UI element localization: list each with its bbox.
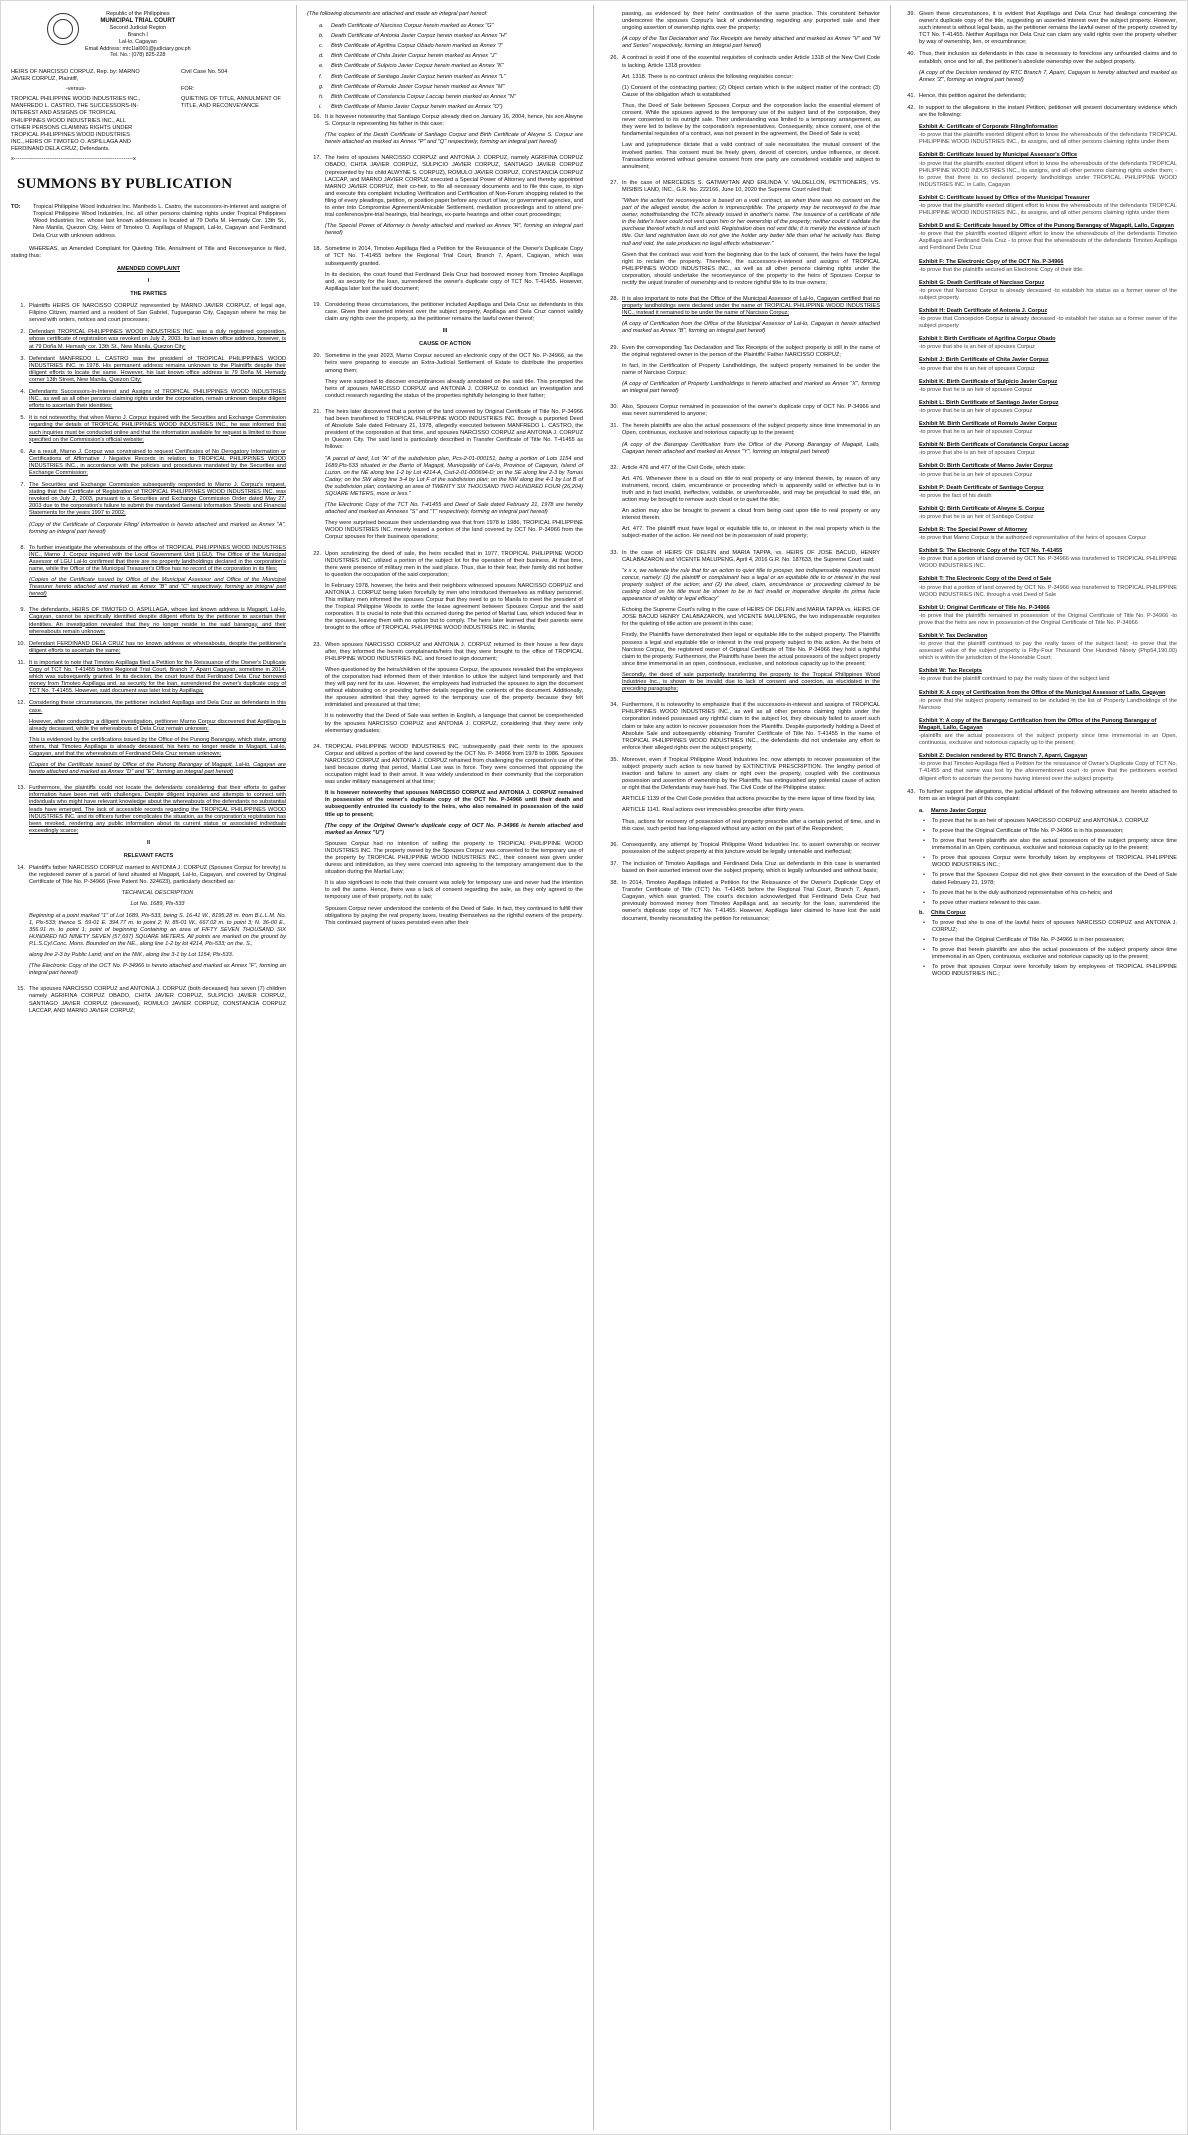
attached-documents-intro: (The following documents are attached and made an integral part hereof: [307, 11, 488, 17]
column-2 [297, 5, 593, 2130]
witness-purpose-item [901, 890, 1177, 897]
annex-item [307, 53, 583, 60]
annex-text: Birth Certificate of Romulo Javier Corpuz herein marked as Annex "M" [331, 83, 505, 90]
annex-letter: b. [319, 33, 324, 40]
annex-text: Birth Certificate of Sulpicio Javier Corpuz herein marked as Annex "K" [331, 63, 504, 70]
exhibit-purpose: -to prove that a portion of land covered by OCT No. P-34966 was transferred to TROPICAL PHILIPPINE WOOD INDUSTRIES INC. through a void Deed of Sale [919, 584, 1177, 598]
witness-purpose-text: To prove that she is one of the lawful heirs of spouses NARCISSO CORPUZ and ANTONIA J. CORPUZ; [932, 919, 1177, 933]
annex-text: Birth Certificate of Santiago Javier Corpuz herein marked as Annex "L" [331, 73, 506, 80]
paragraph-8: 8. To further investigate the whereabouts of the office of TROPICAL PHILIPPINES WOOD INDUSTRIES INC., Marno J. Corpuz inquired with the Local Government Unit (LGU). The Office of the Municipal Assessor of LGU Lal-lo confirmed that there are no property landholdings declared in the corporation's name, while the Office of the Municipal Treasurer's Office has no record of the corporation in its files; (Copies of the Certificate issued by Office of the Municipal Assessor and Office of the Municipal Treasurer hereto attached and marked as Annex "B" and "C" respectively, forming an integral part hereof) [20, 544, 286, 598]
paragraph-1: 1. Plaintiffs HEIRS OF NARCISSO CORPUZ represented by MARNO JAVIER CORPUZ, of legal age, Filipino Citizen, married and a resident of San Gabriel, Tuguegarao City, Cagayan where he may be served with orders, notices and court processes; [20, 303, 286, 324]
exhibit-purpose: -to prove that the subject property remained to be included in the list of Property Landholdings of the Narcisso [919, 697, 1177, 711]
annex-text: Birth Certificate of Agrifina Corpuz Obado herein marked as Annex "I" [331, 43, 503, 50]
witness-a-list [901, 818, 1177, 907]
annex-letter: d. [319, 53, 324, 60]
exhibit-purpose: -to prove that he is an heir of Santiago Corpuz [919, 513, 1034, 520]
paragraph-11: 11. It is important to note that Timoteo Aspillaga filed a Petition for the Reissuance of the Owner's Duplicate Copy of TCT No. T-41455 before Regional Trial Court, Branch 7, Aparri Cagayan, sometime in 2014, which was subsequently granted. In its decision, the court found that Ferdinand Dela Cruz borrowed money from Timoteo Aspillaga and, as security for the loan, surrendered the owner's duplicate copy of TCT No. T-41455. However, said document was later lost by Aspillaga; [17, 659, 286, 695]
annex-item [307, 23, 583, 30]
exhibit-purpose: -to prove that she is an heir of spouses Corpuz [919, 344, 1035, 351]
paragraph-7: 7. The Securities and Exchange Commission subsequently responded to Marno J. Corpuz's request, stating that the Certificate of Registration of TROPICAL PHILIPPINES WOOD INDUSTRIES INC. was revoked on July 2, 2003, pursuant to a Securities and Exchange Commission Order dated May 27, 2003 due to the corporation's failure to submit the mandated General Information Sheets and Financial Statements for the years 1997 to 2002; (Copy of the Certificate of Corporate Filing/ Information is hereto attached and marked as Annex "A", forming an integral part hereof) [20, 482, 286, 535]
exhibit-purpose: -to prove that the plaintiffs exerted diligent effort to know the whereabouts of the defendants TROPICAL PHILIPPINE WOOD INDUSTRIES INC., its assigns, and all other persons claiming rights under them [919, 132, 1177, 146]
annex-item [307, 104, 583, 111]
exhibit-purpose: -to prove that the plaintiff continued to pay the realty taxes of the subject land; -to prove that the assessed value of the subject property is Fifty-Four Thousand One Hundred Ninety (Php54,190.00) which is within the jurisdiction of the Honorable Court; [919, 641, 1177, 662]
email-line: Email Address: mtc1lal001@judiciary.gov.ph [85, 45, 191, 52]
paragraph-41: 41. Hence, this petition against the defendants; [907, 92, 1027, 99]
exhibit-heading: Exhibit T: The Electronic Copy of the Deed of Sale [919, 576, 1052, 583]
exhibit-item [901, 195, 1177, 217]
paragraph-38: 38. In 2014, Timoteo Aspillaga initiated a Petition for the Reissuance of the Owner's Duplicate Copy of Transfer Certificate of Title (TCT) No. T-41455 before the Regional Trial Court, Branch 7, Aparri, Cagayan, which was granted. The court's decision acknowledged that Ferdinand Dela Cruz had previously borrowed money from Timoteo Aspillaga and, as security for the loan, surrendered the owner's duplicate copy of TCT No. T-41455. However, Aspillaga later claimed to have lost the said document, thereby necessitating the petition for reissuance; [610, 880, 880, 922]
exhibit-item [901, 152, 1177, 188]
section-2-number: II [146, 839, 151, 846]
section-1-number: I [147, 277, 150, 284]
annex-item [307, 43, 583, 50]
exhibit-purpose: -to prove that the plaintiffs exerted diligent effort to know the whereabouts of the defendants TROPICAL PHILIPPINE WOOD INDUSTRIES INC., its assigns, and all other persons claiming rights under them [919, 202, 1177, 217]
exhibit-purpose: -to prove that Timoteo Aspillaga filed a Petition for the reissuance of Owner's Duplicate Copy of TCT No. T-41455 and that same was lost by the aforementioned court -to prove that the petitioners exerted diligent effort to ascertain the persons having interest over the subject property. [919, 761, 1177, 782]
exhibit-heading: Exhibit Z: Decision rendered by RTC Branch 7, Aparri, Cagayan [919, 753, 1088, 760]
case-caption-mid [11, 86, 286, 93]
caption-divider: x----------------------------------------------------------------x [11, 156, 136, 163]
witness-purpose-text: To prove that he is the duly authorized representative of his co-heirs; and [932, 889, 1113, 896]
paragraph-18: 18. Sometime in 2014, Timoteo Aspillaga filed a Petition for the Reissuance of the Owner's Duplicate Copy of TCT No. T-41455 before the Regional Trial Court, Branch 7, Aparri, Cagayan, which was subsequently granted. In its decision, the court found that Ferdinand Dela Cruz had borrowed money from Timoteo Aspillaga and, as security for the loan, surrendered the owner's duplicate copy of TCT No. T-41455. However, Aspillaga later lost the said document; [313, 246, 583, 292]
exhibit-item [901, 718, 1177, 747]
exhibit-item [901, 605, 1177, 627]
defendants-names: TROPICAL PHILIPPINE WOOD INDUSTRIES INC., MANFREDO L. CASTRO, THE SUCCESSORS-IN-INTEREST AND ASSIGNS OF TROPICAL PHILIPPINES WOOD INDUSTRIES INC., ALL OTHER PERSONS CLAIMING RIGHTS UNDER TROPICAL PHILIPPINES WOOD INDUSTRIES INC., HEIRS OF TIMOTEO O. ASPILLAGA AND FERDINAND DELA CRUZ, Defendants. [11, 96, 141, 152]
amended-complaint-heading: AMENDED COMPLAINT [116, 265, 181, 272]
paragraph-34: 34. Furthermore, it is noteworthy to emphasize that if the successors-in-interest and assigns of TROPICAL PHILIPPINES WOOD INDUSTRIES INC., as well as all other persons claiming rights under the corporation indeed possessed any rightful claim to the subject lot, they obviously failed to assert such claim or take any action to recover possession from the Plaintiffs. Despite purportedly holding a Deed of Absolute Sale and subsequently obtaining Transfer Certificate of Title No. T-41455 in the name of TROPICAL PHILIPPINES WOOD INDUSTRIES INC., the defendants did not undertake any effort to enforce their alleged rights over the subject property; [610, 702, 880, 751]
annex-text: Birth Certificate of Constancia Corpuz Laccap herein marked as Annex "N" [331, 93, 516, 100]
exhibit-item [901, 506, 1177, 521]
exhibit-heading: Exhibit M: Birth Certificate of Romulo Javier Corpuz [919, 421, 1057, 428]
paragraph-37: 37. The inclusion of Timoteo Aspillaga and Ferdinand Dela Cruz as defendants in this case is warranted based on their asserted interest over the subject property, which is legally unfounded and without basis; [610, 860, 880, 874]
exhibit-purpose: -to prove that the plaintiffs exerted diligent effort to know the whereabouts of the defendants Timoteo Aspillaga and Ferdinand Dela Cruz - to prove that the whereabouts of the defendants Timoteo Aspillaga and Ferdinand Dela Cruz [919, 231, 1177, 252]
exhibit-heading: Exhibit D and E: Certificate Issued by Office of the Punong Barangay of Magapit, Lallo, Cagayan [919, 223, 1174, 230]
paragraph-22: 22. Upon scrutinizing the deed of sale, the heirs recalled that in 1977, TROPICAL PHILIPPINE WOOD INDUSTRIES INC. utilized a portion of the subject lot for the operation of their business. At that time, there were presence of military men in the said place. Thus, due to their fear, their family did not bother to question the occupation of the said corporation; In February 1978, however, the heirs and their neighbors witnessed spouses NARCISSO CORPUZ and ANTONIA J. CORPUZ being taken forcefully by men who introduced themselves as military personnel. This military men informed the spouses Corpuz that they need to go to Manila to meet the president of the Tropical Philippine Woods to settle the lease agreement between Spouses Corpuz and the said corporation. It is crucial to note that this occurred during the period of Martial Law, which induced fear in the spouses, leaving them with no option but to comply. The heirs later learned that their parents were brought to the office of TROPICAL PHILIPPINE WOOD INDUSTRIES INC. in Manila; [313, 550, 583, 632]
exhibit-purpose: -to prove that the plaintiffs exerted diligent effort to know the whereabouts of the defendants TROPICAL PHILIPPINE WOOD INDUSTRIES INC., its assigns, and all other persons claiming rights under them; -to prove that there is no declared property landholdings under TROPICAL PHILIPPINE WOOD INDUSTRIES INC. in Lallo, Cagayan [919, 160, 1177, 188]
technical-description-lot: Lot No. 1689, Pls-533 [130, 901, 185, 908]
exhibit-heading: Exhibit W: Tax Receipts [919, 668, 982, 675]
annex-letter: i. [319, 103, 322, 110]
addressee-block [11, 204, 286, 239]
exhibit-purpose: -to prove that the plaintiff continued to pay the realty taxes of the subject land [919, 676, 1110, 683]
plaintiff-name: HEIRS OF NARCISSO CORPUZ, Rep. by: MARNO JAVIER CORPUZ, Plaintiff, [11, 69, 140, 83]
technical-description-text: Beginning at a point marked "1" of Lot 1689, Pls-533, being S. 16-41 W., 8195.28 m. from B.L.L.M. No. 1, Pls-533; thence S. 59-01 E. 394.77 m. to point 2; N. 85-01 W., 667.02 m. to point 3; N. 36-00 E., 356.91 m. to point 1; point of beginning Containing an area of FIFTY SEVEN THOUSAND SIX HUNDRED NO NINETY SEVEN (57,697) SQUARE METERS. All points are marked on the ground by P.L.S.Cyl.Conc. Mons. Bounded on the NE., along line 1-2 by lot 4214, Pls-533; on the. S., [29, 912, 286, 947]
witness-purpose-item [901, 920, 1177, 934]
exhibit-heading: Exhibit L: Birth Certificate of Santiago Javier Corpuz [919, 399, 1059, 406]
exhibit-item [901, 421, 1177, 436]
technical-description-annex: (The Electronic Copy of the OCT No. P-34966 is hereto attached and marked as Annex "F", forming an integral part hereof) [29, 963, 286, 977]
bullet-icon: • [923, 872, 925, 879]
bullet-icon: • [923, 827, 925, 834]
exhibit-heading: Exhibit I: Birth Certificate of Agrifina Corpuz Obado [919, 336, 1056, 343]
witness-b-heading: b. Chita Corpuz [919, 909, 966, 916]
paragraph-33: 33. In the case of HEIRS OF DELFIN and MARIA TAPPA, vs. HEIRS OF JOSE BACUD, HENRY CALABAZARON and VICENTE MALUPENG, April 4, 2016 G.R. No. 187633, the Supreme Court said: "x x x, we reiterate the rule that for an action to quiet title to prosper, two indispensable requisites must concur, namely: (1) the plaintiff or complainant has a legal or an equitable title to or interest in the real property subject of the action; and (2) the deed, claim, encumbrance or proceeding claimed to be casting cloud on his title must be shown to be in fact invalid or inoperative despite its prima facie appearance of validity or legal efficacy" Echoing the Supreme Court's ruling in the case of HEIRS OF DELFIN and MARIA TAPPA vs. HEIRS OF JOSE BACUD HENRY CALABAZARON, and VICENTE MALUPENG, the two indispensable requisites for the quieting of title action are present in this case; Firstly, the Plaintiffs have demonstrated their legal or equitable title to the subject property. The Plaintiffs possess a legal and equitable title or interest in the real property subject to this action. As the heirs of Narcisso Corpuz, the registered owner of Original Certificate of Title No. P-34966 they hold a rightful claim to the property. Furthermore, the Plaintiffs have been the actual possessors of the subject property since time immemorial in an open, continuous, exclusive, and notorious capacity up to the present; Secondly, the deed of sale purportedly transferring the property to the Tropical Philippines Wood Industries Inc., is shown to be invalid due to lack of consent and coercion, as elucidated in the preceding paragraphs; [610, 549, 880, 693]
column-3 [594, 5, 890, 2130]
tel-line: Tel. No.: (078) 825-228 [110, 52, 166, 59]
bullet-icon: • [923, 817, 925, 824]
exhibit-heading: Exhibit X: A copy of Certification from the Office of the Municipal Assessor of Lallo, Cagayan [919, 689, 1166, 696]
exhibit-item [901, 576, 1177, 598]
exhibit-item [901, 668, 1177, 683]
exhibit-heading: Exhibit H: Death Certificate of Antonia J. Corpuz [919, 308, 1048, 314]
witness-purpose-item [901, 818, 1177, 825]
column-4 [891, 5, 1187, 2130]
exhibit-item [901, 336, 1177, 351]
paragraph-17: 17. The heirs of spouses NARCISSO CORPUZ and ANTONIA J. CORPUZ, namely AGRIFINA CORPUZ OBADO, CHITA JAVIER CORPUZ, SULPICIO JAVIER CORPUZ, SANTIAGO JAVIER CORPUZ (represented by his child ALWYNE S. CORPUZ), ROMULO JAVIER CORPUZ, CONSTANCIA CORPUZ LACCAP, and MARNO JAVIER CORPUZ executed a Special Power of Attorney and thereby appointed MARNO JAVIER CORPUZ, their co-heir, to file all necessary documents and to file this case, to sign and execute this complaint including Verification and Certification of Non-Forum shopping related to the filing of every pleadings, petition, or position paper before any court of law, or government agencies, and to enter into Compromise Agreement/Amicable Settlement, mediation proceedings and to attend pre-trial conference/pre-trial hearings, trial hearings, ex-parte hearings and other court proceedings; (The Special Power of Attorney is hereby attached and marked as Annex "R", forming an integral part hereof) [313, 155, 583, 237]
paragraph-36: 36. Consequently, any attempt by Tropical Philippine Wood Industries Inc. to assert ownership or recover possession of the subject property at this juncture would be legally untenable and ineffectual; [610, 841, 880, 855]
exhibit-purpose: -to prove that Narcisso Corpuz is already deceased -to establish his status as a former owner of the subject property [919, 287, 1177, 301]
witness-purpose-text: To prove that the Spouses Corpuz did not give their consent in the execution of the Deed of Sale dated February 21, 1978; [932, 872, 1177, 886]
branch-line: Branch I [127, 32, 148, 38]
paragraph-9: 9. The defendants, HEIRS OF TIMOTEO O. ASPILLAGA, whose last known address is Magapit, Lal-lo, Cagayan, cannot be specifically identified despite diligent efforts by the petitioner to ascertain their identities. An investigation revealed that they no longer reside in the said barangay, and their whereabouts remain unknown; [20, 607, 286, 635]
exhibit-item [901, 357, 1177, 372]
court-name: MUNICIPAL TRIAL COURT [100, 17, 176, 24]
exhibit-heading: Exhibit O: Birth Certificate of Marno Javier Corpuz [919, 463, 1053, 470]
paragraph-16: 16. It is however noteworthy that Santiago Corpuz already died on January 16, 2004, hence, his son Alwyne S. Corpuz is representing his father in this case; (The copies of the Death Certificate of Santiago Corpuz and Birth Certificate of Alwyne S. Corpuz are herein attached an marked as Annex "P" and "Q" respectively, forming an integral part hereof) [313, 113, 583, 146]
court-seal-icon [47, 13, 79, 45]
exhibit-heading: Exhibit J: Birth Certificate of Chita Javier Corpuz [919, 357, 1049, 364]
exhibit-purpose: -to prove that the plaintiffs remained in possession of the Original Certificate of Title No. P-34966 -to prove that the heirs are now in possession of the Original Certificate of Title No. P-34966 [919, 612, 1177, 626]
section-3-number: III [442, 328, 448, 335]
exhibit-purpose: -plaintiffs are the actual possessors of the subject property since time immemorial in an Open, continuous, exclusive and notorious capacity up to the present; [919, 733, 1177, 747]
bullet-icon: • [923, 947, 925, 954]
exhibit-purpose: -to prove that he is an heir of spouses Corpuz [919, 429, 1033, 436]
paragraph-27: 27. In the case of MERCEDES S. GATMAYTAN AND ERLINDA V. VALDELLON, PETITIONERS, VS. MISIBIS LAND, INC., G.R. No. 222166, June 10, 2020 the Supreme Court ruled that: "When the action for reconveyance is based on a void contract, as when there was no consent on the part of the alleged vendor, the action is imprescriptible. The property may be reconveyed to the true owner, notwithstanding the TCTs already issued in another's name. The issuance of a certificate of title in the latter's favor could not vest upon him or her ownership of the property; neither could it validate the purchase thereof which is null and void. Registration does not vest title; it is merely the evidence of such title. Our land registration laws do not give the holder any better title than what he actually has. Being null and void, the sale produces no legal effects whatsoever." Given that the contract was void from the beginning due to the lack of consent, the heirs have the legal right to reclaim the property. Therefore, the successors-in-interest and assigns of TROPICAL PHILIPPINES WOOD INDUSTRIES INC., as well as all other persons claiming rights under the corporation, should undertake the reconveyance of the property to the heirs of Spouses Corpuz to rectify the unjust transfer of ownership and to restore rightful title to its true owners; [610, 179, 880, 286]
bullet-icon: • [923, 899, 925, 906]
bullet-icon: • [923, 919, 925, 926]
bullet-icon: • [923, 838, 925, 845]
paragraph-43: 43. To further support the allegations, the judicial affidavit of the following witnesses are hereto attached to form as an integral part of this complaint: [907, 788, 1177, 802]
paragraph-39: 39. Given these circumstances, it is evident that Aspillaga and Dela Cruz had dealings concerning the owner's duplicate copy of the title, suggesting an asserted interest over the subject property. However, such interest is without legal basis, as the petitioner remains the lawful owner of the property covered by TCT No. T-41455. Neither Aspillaga nor Dela Cruz can claim any valid rights over the property whether by way of ownership, lien, or encumbrance; [907, 11, 1177, 46]
annex-letter: f. [319, 73, 323, 80]
witness-purpose-item [901, 838, 1177, 852]
exhibit-purpose: -to prove that a portion of land covered by OCT No. P-34966 was transferred to TROPICAL PHILIPPINE WOOD INDUSTRIES INC. [919, 556, 1177, 570]
exhibit-purpose: -to prove the fact of his death [919, 492, 992, 499]
exhibit-item [901, 400, 1177, 415]
annex-item [307, 33, 583, 40]
exhibit-heading: Exhibit N: Birth Certificate of Constancia Corpuz Laccap [919, 442, 1069, 449]
exhibit-heading: Exhibit K: Birth Certificate of Sulpicio Javier Corpuz [919, 378, 1058, 385]
annex-letter: a. [319, 23, 324, 30]
exhibit-purpose: -to prove that he is an heir of spouses Corpuz [919, 407, 1033, 414]
case-caption-top [11, 69, 286, 83]
annex-letter: h. [319, 93, 324, 100]
annex-text: Death Certificate of Antonia Javier Corpuz herein marked as Annex "H" [331, 33, 507, 40]
exhibit-item [901, 548, 1177, 570]
paragraph-10: 10. Defendant FERDINAND DELA CRUZ has no known address or whereabouts, despite the petitioner's diligent efforts to ascertain the same; [17, 640, 286, 654]
exhibit-item [901, 259, 1177, 274]
case-caption-bottom [11, 96, 286, 153]
exhibit-item [901, 485, 1177, 500]
exhibit-heading: Exhibit G: Death Certificate of Narcisso Corpuz [919, 279, 1045, 286]
exhibit-heading: Exhibit S: The Electronic Copy of the TCT No. T-41455 [919, 548, 1063, 555]
versus-label: -versus- [65, 86, 87, 93]
place-line: Lal-lo, Cagayan [118, 38, 157, 45]
exhibit-purpose: -to prove that he is an heir of spouses Corpuz [919, 386, 1033, 393]
exhibit-heading: Exhibit U: Original Certificate of Title No. P-34966 [919, 604, 1050, 611]
witness-purpose-item [901, 872, 1177, 886]
technical-description-text-2: along line 2-3 by Public Land; and on the NW., along line 3-1 by Lot 1154, Pls-533. [29, 952, 234, 959]
paragraph-35: 35. Moreover, even if Tropical Philippine Wood Industries Inc. now attempts to recover possession of the subject property such action is now barred by EXTINCTIVE PRESCRIPTION. The lengthy period of inaction and failure to assert any claim or right over the property, coupled with the continuous possession and assertion of ownership by the Plaintiffs, has extinguished any potential cause of action or right that the Defendants may have had. The Civil Code of the Philippine states: ARTICLE 1139 of the Civil Code provides that actions prescribe by the mere lapse of time fixed by law, ARTICLE 1141. Real actions over immovables prescribe after thirty years. Thus, actions for recovery of possession of real property prescribe after a certain period of time, and in this case, such period has long elapsed without any action on the part of the Respondent; [610, 756, 880, 832]
witness-purpose-item [901, 937, 1177, 944]
exhibit-heading: Exhibit R: The Special Power of Attorney [919, 526, 1028, 533]
annex-item [307, 84, 583, 91]
exhibit-item [901, 463, 1177, 478]
annex-list [307, 23, 583, 111]
paragraph-19: 19. Considering these circumstances, the petitioner included Aspillaga and Dela Cruz as defendants in this case. Given their asserted interest over the subject property, Aspillaga and Dela Cruz cannot validly claim any rights over the property, as the petitioner remains the lawful owner thereof; [313, 301, 583, 323]
technical-description-title: TECHNICAL DESCRIPTION [121, 890, 194, 897]
exhibit-item [901, 124, 1177, 146]
paragraph-25-continued: passing, as evidenced by their heirs' continuation of the same practice. This consistent behavior underscores the spouses Corpuz's lack of understanding regarding any purported sale and their ongoing assertion of ownership rights over the property; (A copy of the Tax Declaration and Tax Receipts are hereby attached and marked as Annex "V" and "W and Series" respectively, forming an integral part hereof) [622, 11, 880, 50]
annex-item [307, 74, 583, 81]
annex-letter: c. [319, 43, 324, 50]
exhibit-item [901, 379, 1177, 394]
court-details [85, 11, 191, 59]
paragraph-4: 4. Defendants Successors-in-Interest and Assigns of TROPICAL PHILIPPINES WOOD INDUSTRIES INC., as well as all other persons claiming rights under the corporation, remain unknown despite diligent efforts to ascertain their identities; [20, 389, 286, 410]
paragraph-14: 14. Plaintiff's father NARCISSO CORPUZ married to ANTONIA J. CORPUZ (Spouses Corpuz for brevity) is the registered owner of a parcel of land situated at Magapit, Lal-lo, Cagayan, and covered by Original Certificate of Title No. P-34966 (Free Patent No. 324623), particularly described as: TECHNICAL DESCRIPTION Lot No. 1689, Pls-533 Beginning at a point marked "1" of Lot 1689, Pls-533, being S. 16-41 W., 8195.28 m. from B.L.L.M. No. 1, Pls-533; thence S. 59-01 E. 394.77 m. to point 2; N. 85-01 W., 667.02 m. to point 3; N. 36-00 E., 356.91 m. to point 1; point of beginning Containing an area of FIFTY SEVEN THOUSAND SIX HUNDRED NO NINETY SEVEN (57,697) SQUARE METERS. All points are marked on the ground by P.L.S.Cyl.Conc. Mons. Bounded on the NE., along line 1-2 by lot 4214, Pls-533; on the. S., along line 2-3 by Public Land; and on the NW., along line 3-1 by Lot 1154, Pls-533. (The Electronic Copy of the OCT No. P-34966 is hereto attached and marked as Annex "F", forming an integral part hereof) [17, 865, 286, 977]
paragraph-21: 21. The heirs later discovered that a portion of the land covered by Original Certificate of Title No. P-34966 had been transferred to TROPICAL PHILIPPINE WOOD INDUSTRIES INC. through a purported Deed of Absolute Sale dated February 21, 1978, allegedly executed between MANFREDO L. CASTRO, the president of the corporation at that time, and spouses NARCISSO CORPUZ and ANTONIA J. CORPUZ in Quezon City. The said land is particularly described in Transfer Certificate of Title No. T-41455 as follows: "A parcel of land, Lot "A" of the subdivision plan, Pcs-2-01-000151, being a portion of Lots 1154 and 1689,Pls-533 situated in the Barrio of Magapit, Municipality of Lal-lo, Province of Cagayan, Island of Luzon. on the NE along line 1-2 by Lot 4214-A, Csd-2-01-000694-D; on the SE along line 2-3 by Tomas Caday; on the SW along line 3-4 by Lot F of the subdivision plan; on the NW along line 4-1 by Lot B of the subdivision plan; containing an area of TWENTY SIX THOUSAND TWO HUNDRED FOUR (26,204) SQUARE METERS, more or less." (The Electronic Copy of the TCT No. T-41455 and Deed of Sale dated February 21, 1978 are hereby attached and marked as Annexes "S" and "T" respectively, forming an integral part hereof) They were surprised because their understanding was that from 1978 to 1986, TROPICAL PHILIPPINE WOOD INDUSTRIES INC. merely leased a portion of the land covered by OCT No. P-34966 from the Corpuz spouses for their business operations; [313, 408, 583, 541]
republic-line: Republic of the Philippines [106, 11, 170, 17]
exhibit-heading: Exhibit B: Certificate Issued by Municipal Assessor's Office [919, 152, 1078, 159]
exhibit-list [901, 124, 1177, 782]
paragraph-12: 12. Considering these circumstances, the petitioner included Aspillaga and Dela Cruz as defendants in this case. However, after conducting a diligent investigation, petitioner Marno Corpuz discovered that Aspillaga is already deceased, while the whereabouts of Dela Cruz remain unknown; This is evidenced by the certifications issued by the Office of the Punong Barangay, which state, among others, that Timoteo Aspillaga is already deceased, his heirs no longer reside in Magapit, Lal-lo, Cagayan, and that the whereabouts of Ferdinand Dela Cruz remain unknown; (Copies of the Certificate issued by Office of the Punong Barangay of Magapit, Lal-lo, Cagayan are hereto attached and marked as Annex "D" and "E", forming an integral part hereof) [17, 700, 286, 776]
exhibit-heading: Exhibit C: Certificate Issued by Office of the Municipal Treasurer [919, 194, 1090, 201]
exhibit-purpose: -to prove that the plaintiffs secured an Electronic Copy of their title. [919, 266, 1084, 273]
witness-a-heading: a. Marno Javier Corpuz [919, 807, 987, 814]
paragraph-32: 32. Article 476 and 477 of the Civil Code, which state: Art. 476. Whenever there is a cloud on title to real property or any interest therein, by reason of any instrument, record, claim, encumbrance or proceeding which is apparently valid or effective but is in truth and in fact invalid, ineffective, voidable, or unenforceable, and may be prejudicial to said title, an action may be brought to remove such cloud or to quiet the title; An action may also be brought to prevent a cloud from being cast upon title to real property or any interest therein. Art. 477. The plaintiff must have legal or equitable title to, or interest in the real property which is the subject-matter of the action. He need not be in possession of said property; [610, 464, 880, 540]
exhibit-heading: Exhibit Y: A copy of the Barangay Certification from the Office of the Punong Barangay of Magapit, Lallo, Cagayan [919, 717, 1157, 731]
annex-letter: e. [319, 63, 324, 70]
exhibit-item [901, 223, 1177, 252]
paragraph-30: 30. Also, Spouses Corpuz remained in possession of the owner's duplicate copy of OCT No. P-34966 and was never surrendered to anyone; [610, 404, 880, 418]
annex-text: Death Certificate of Narcisso Corpuz herein marked as Annex "G" [331, 23, 494, 30]
exhibit-heading: Exhibit P: Death Certificate of Santiago Corpuz [919, 484, 1044, 491]
annex-letter: g. [319, 83, 324, 90]
paragraph-42: 42. In support to the allegations in the instant Petition, petitioner will present documentary evidence which are the following: [907, 104, 1177, 119]
bullet-icon: • [923, 937, 925, 944]
exhibit-item [901, 280, 1177, 302]
paragraph-40: 40. Thus, their inclusion as defendants in this case is necessary to foreclose any unfounded claims and to establish, once and for all, the petitioner's absolute ownership over the subject property. (A copy of the Decision rendered by RTC Branch 7, Aparri, Cagayan is hereby attached and marked as Annex "Z", forming an integral part hereof) [907, 51, 1177, 83]
court-header [11, 11, 286, 59]
witness-purpose-text: To prove other matters relevant to this case. [932, 899, 1041, 906]
paragraph-3: 3. Defendant MANFREDO L. CASTRO was the president of TROPICAL PHILIPPINES WOOD INDUSTRIES INC. in 1978. His permanent address remains unknown to the Plaintiffs despite their diligent efforts to locate the same. However, his last known office address is 79 Doña M. Hemady corner 13th Street, New Manila, Quezon City; [20, 355, 286, 383]
witness-purpose-text: To prove that the Original Certificate of Title No. P-34966 is in his possession; [932, 827, 1124, 834]
paragraph-2: 2. Defendant TROPICAL PHILIPPINES WOOD INDUSTRIES INC. was a duly registered corporation, whose certificate of registration was revoked on July 2, 2003. Its last known office address, however, is at 79 Doña M. Hemady cor. 13th St., New Manila, Quezon City; [20, 329, 286, 350]
region-line: Second Judicial Region [109, 25, 166, 32]
witness-purpose-item [901, 855, 1177, 869]
exhibit-item [901, 633, 1177, 662]
witness-b-list [901, 920, 1177, 979]
witness-purpose-text: To prove that he is an heir of spouses NARCISSO CORPUZ and ANTONIA J. CORPUZ [932, 817, 1149, 824]
paragraph-13: 13. Furthermore, the plaintiffs could not locate the defendants considering that their efforts to gather information have been met with challenges. Despite diligent inquiries and attempts to connect with individuals who might have relevant knowledge about the whereabouts of the defendants no substantial leads have emerged. The lack of accessible records regarding the TROPICAL PHILIPPINES WOOD INDUSTRIES INC. and its officers further complicates the situation, as the corporation's registration has been revoked, rendering any public information about its current status or associated individuals exceedingly scarce; [17, 785, 286, 834]
exhibit-item [901, 308, 1177, 330]
paragraph-15: 15. The spouses NARCISSO CORPUZ and ANTONIA J. CORPUZ (both deceased) has seven (7) children namely AGRIFINA CORPUZ OBADO, CHITA JAVIER CORPUZ, SULPICIO JAVIER CORPUZ, SANTIAGO JAVIER CORPUZ (deceased), ROMULO JAVIER CORPUZ, CONSTANCIA CORPUZ LACCAP, AND MARNO JAVIER CORPUZ; [17, 986, 286, 1014]
annex-item [307, 94, 583, 101]
bullet-icon: • [923, 964, 925, 971]
exhibit-heading: Exhibit A: Certificate of Corporate Filing/Information [919, 124, 1058, 131]
witness-purpose-text: To prove that herein plaintiffs are also the actual possessors of the subject property since time immemorial in an Open, continuous, exclusive and notorious capacity up to the present; [932, 838, 1177, 852]
paragraph-31: 31. The herein plaintiffs are also the actual possessors of the subject property since time immemorial in an Open, continuous, exclusive and notorious capacity up to the present; (A copy of the Barangay Certification from the Office of the Punong Barangay of Magapit, Lallo, Cagayan herein attached and marked as Annex "Y", forming an integral part hereof) [610, 423, 880, 455]
document-title: SUMMONS BY PUBLICATION [17, 176, 233, 193]
exhibit-purpose: -to prove that she is an heir of spouses Corpuz [919, 450, 1035, 457]
exhibit-item [901, 442, 1177, 457]
paragraph-5: 5. It is not noteworthy, that when Marno J. Corpuz inquired with the Securities and Exchange Commission regarding the details of TROPICAL PHILIPPINES WOOD INDUSTRIES INC., he was informed that such inquiries must be conducted online and that the information available for request is limited to those specified on the Commission's official website; [20, 415, 286, 443]
case-number: Civil Case No. 504 [181, 69, 228, 75]
bullet-icon: • [923, 889, 925, 896]
exhibit-heading: Exhibit V: Tax Declaration [919, 633, 988, 639]
paragraph-20: 20. Sometime in the year 2023, Marno Corpuz secured an electronic copy of the OCT No. P-34966, as the heirs were preparing to execute an Extra-Judicial Settlement of Estate to distribute the properties among them; They were surprised to discover encumbrances already annotated on the said title. This prompted the heirs of spouses NARCISSO CORPUZ and ANTONIA J. CORPUZ to conduct an investigation and conduct research regarding the status of the properties rightfully belonging to their father; [313, 353, 583, 399]
exhibit-purpose: -to prove that he is an heir of spouses Corpuz [919, 471, 1033, 478]
annex-item [307, 63, 583, 70]
witness-purpose-text: To prove that herein plaintiffs are also the actual possessors of the subject property since time immemorial in an Open, continuous, exclusive and notorious capacity up to the present; [932, 947, 1177, 961]
section-3-title: CAUSE OF ACTION [419, 341, 471, 348]
exhibit-purpose: -to prove that Concepcion Corpuz is already deceased -to establish her status as a former owner of the subject property [919, 316, 1177, 330]
witness-purpose-text: To prove that spouses Corpuz were forcefully taken by employees of TROPICAL PHILIPPINE WOOD INDUSTRIES INC.; [932, 855, 1177, 869]
annex-text: Birth Certificate of Chita Javier Corpuz herein marked as Annex "J" [331, 53, 497, 60]
witness-purpose-item [901, 947, 1177, 961]
witness-purpose-item [901, 900, 1177, 907]
bullet-icon: • [923, 855, 925, 862]
witness-purpose-text: To prove that the Original Certificate of Title No. P-34966 is in her possession; [932, 937, 1125, 944]
paragraph-23: 23. When spouses NARCISSO CORPUZ and ANTONIA J. CORPUZ returned to their house a few days after, they informed the herein complainants/heirs that they were brought to the office of TROPICAL PHILIPPINE WOOD INDUSTRIES INC. and forced to sign document; When questioned by the heirs/children of the spouses Corpuz, the spouses revealed that the employees of the corporation had informed them of their intention to utilize the subject land temporarily and that they will pay rent for its use. However, the employees had instructed the spouses to sign the document without elaborating on or providing further details regarding the contents of the document. Additionally, the spouses admitted that they agreed to the temporary use of the property because they felt intimidated and pressured at that time; It is noteworthy that the Deed of Sale was written in English, a language that cannot be comprehended by the spouses NARCISSO CORPUZ and ANTONIA J. CORPUZ, considering that they were only elementary graduates; [313, 641, 583, 734]
exhibit-item [901, 690, 1177, 712]
case-nature: QUIETING OF TITLE, ANNULMENT OF TITLE, AND RECONVEYANCE [181, 96, 281, 110]
exhibit-purpose: -to prove that Marno Corpuz is the authorized representative of the heirs of spouses Corpuz [919, 535, 1146, 542]
whereas-clause: WHEREAS, an Amended Complaint for Quieting Title, Annulment of Title and Reconveyance is filed, stating thus: [11, 245, 286, 259]
addressee-text: Tropical Philippine Wood Industries Inc. Manfredo L. Castro, the successors-in-interest and assigns of Tropical Philippine Wood Industries, Inc. all other persons claiming rights under Tropical Philippines Wood Industries Inc. whose last known addresses is located at 79 Doña M. Hemady Cor. 13th St., New Manila, Quezon City, Heirs of Timoteo O. Aspillaga of Magapit, Lal-lo, Cagayan and Ferdinand Dela Cruz with unknown address. [33, 204, 286, 239]
exhibit-heading: Exhibit Q: Birth Certificate of Alwyne S. Corpuz [919, 505, 1045, 512]
witness-purpose-item [901, 964, 1177, 978]
section-1-title: THE PARTIES [130, 291, 167, 298]
exhibit-item [901, 753, 1177, 782]
paragraph-29: 29. Even the corresponding Tax Declaration and Tax Receipts of the subject property is still in the name of the original registered owner in the person of the Plaintiffs' Father NARCISSO CORPUZ; In fact, in the Certification of Property Landholdings, the subject property remained to be under the name of Narcisso Corpuz; (A copy of Certification of Property Landholdings is hereto attached and marked as Annex "X", forming an integral part hereof) [610, 344, 880, 395]
paragraph-24: 24. TROPICAL PHILIPPINE WOOD INDUSTRIES INC. subsequently paid their rents to the spouses Corpuz and utilized a portion of the land covered by the OCT No. P- 34966 from 1978 to 1986. Spouses NARCISSO CORPUZ and ANTONIA J. CORPUZ refrained from challenging the corporation's use of the land because during that period, Martial Law was in force. They were concerned that opposing the occupation might lead to their arrest. It was widely understood in their community that the corporation was under military management at that time; It is however noteworthy that spouses NARCISSO CORPUZ and ANTONIA J. CORPUZ remained in possession of the owner's duplicate copy of the OCT No. P-34966 until their death and subsequently entrusted its custody to the heirs, who also remained in possession of the said title up to present; (The copy of the Original Owner's duplicate copy of OCT No. P-34966 is herein attached and marked as Annex "U") Spouses Corpuz had no intention of selling the property to TROPICAL PHILIPPINE WOOD INDUSTRIES INC. The property owned by the Spouses Corpuz was consented to the temporary use of the property by TROPICAL PHILIPPINE WOOD INDUSTRIES INC., their consent was given under duress and intimidation, as they were coerced into agreeing to the temporary arrangement due to the situation during the Martial Law; It is also significant to note that their consent was solely for temporary use and never had the intention to sell the same. Hence, there was a lack of consent regarding the sale, as they only agreed to the temporary use of their property, not its sale; Spouses Corpuz never understood the contents of the Deed of Sale. In fact, they continued to fulfill their obligations by paying the real property taxes, treating themselves as the rightful owners of the property. This continued payment of taxes persisted even after their [313, 743, 583, 926]
paragraph-6: 6. As a result, Marno J. Corpuz was constrained to request Certificates of No Derogatory Information or Certifications of Affirmative / Negative Records in relation to TROPICAL PHILIPPINES WOOD INDUSTRIES INC., in accordance with the policies and procedures mandated by the Securities and Exchange Commission; [20, 448, 286, 476]
witness-purpose-item [901, 828, 1177, 835]
column-1 [1, 5, 296, 2130]
exhibit-item [901, 527, 1177, 542]
exhibit-purpose: -to prove that she is an heir of spouses Corpuz [919, 365, 1035, 372]
exhibit-heading: Exhibit F: The Electronic Copy of the OCT No. P-34966 [919, 258, 1064, 265]
witness-purpose-text: To prove that spouses Corpuz were forcefully taken by employees of TROPICAL PHILIPPINE WOOD INDUSTRIES INC.; [932, 964, 1177, 978]
paragraph-28: 28. It is also important to note that the Office of the Municipal Assessor of Lal-lo, Cagayan certified that no property landholdings were declared under the name of TROPICAL PHILIPPINE WOOD INDUSTRIES INC., instead it remained to be under the name of Narcisso Corpuz; (A copy of Certification from the Office of the Municipal Assessor of Lal-lo, Cagayan is herein attached and marked as Annex "B", forming an integral part hereof) [610, 296, 880, 335]
section-2-title: RELEVANT FACTS [123, 853, 174, 860]
paragraph-26: 26. A contract is void if one of the essential requisites of contracts under Article 1318 of the New Civil Code is lacking. Article 1318 provides: Art. 1318. There is no contract unless the following requisites concur: (1) Consent of the contracting parties; (2) Object certain which is the subject matter of the contract; (3) Cause of the obligation which is established Thus, the Deed of Sale between Spouses Corpuz and the corporation lacks the essential element of consent. While the spouses agreed to the temporary use of the subject land of the corporation, they never consented to its outright sale. Their understanding was limited to a temporary arrangement, as they were led to believe by the corporation's representatives. Consequently, since consent, one of the fundamental requisites of a contract, was not present in the agreement, the Deed of Sale is void; Law and jurisprudence dictate that a valid contract of sale necessitates the mutual consent of the involved parties. This consent must be freely given, devoid of coercion, undue influence, or deceit. Transactions entered without genuine consent from one party are considered voidable and subject to annulment; [610, 55, 880, 170]
for-label: FOR: [181, 86, 195, 93]
annex-text: Birth Certificate of Marno Javier Corpuz herein marked as Annex "O") [331, 103, 503, 110]
to-label: TO: [11, 204, 21, 211]
